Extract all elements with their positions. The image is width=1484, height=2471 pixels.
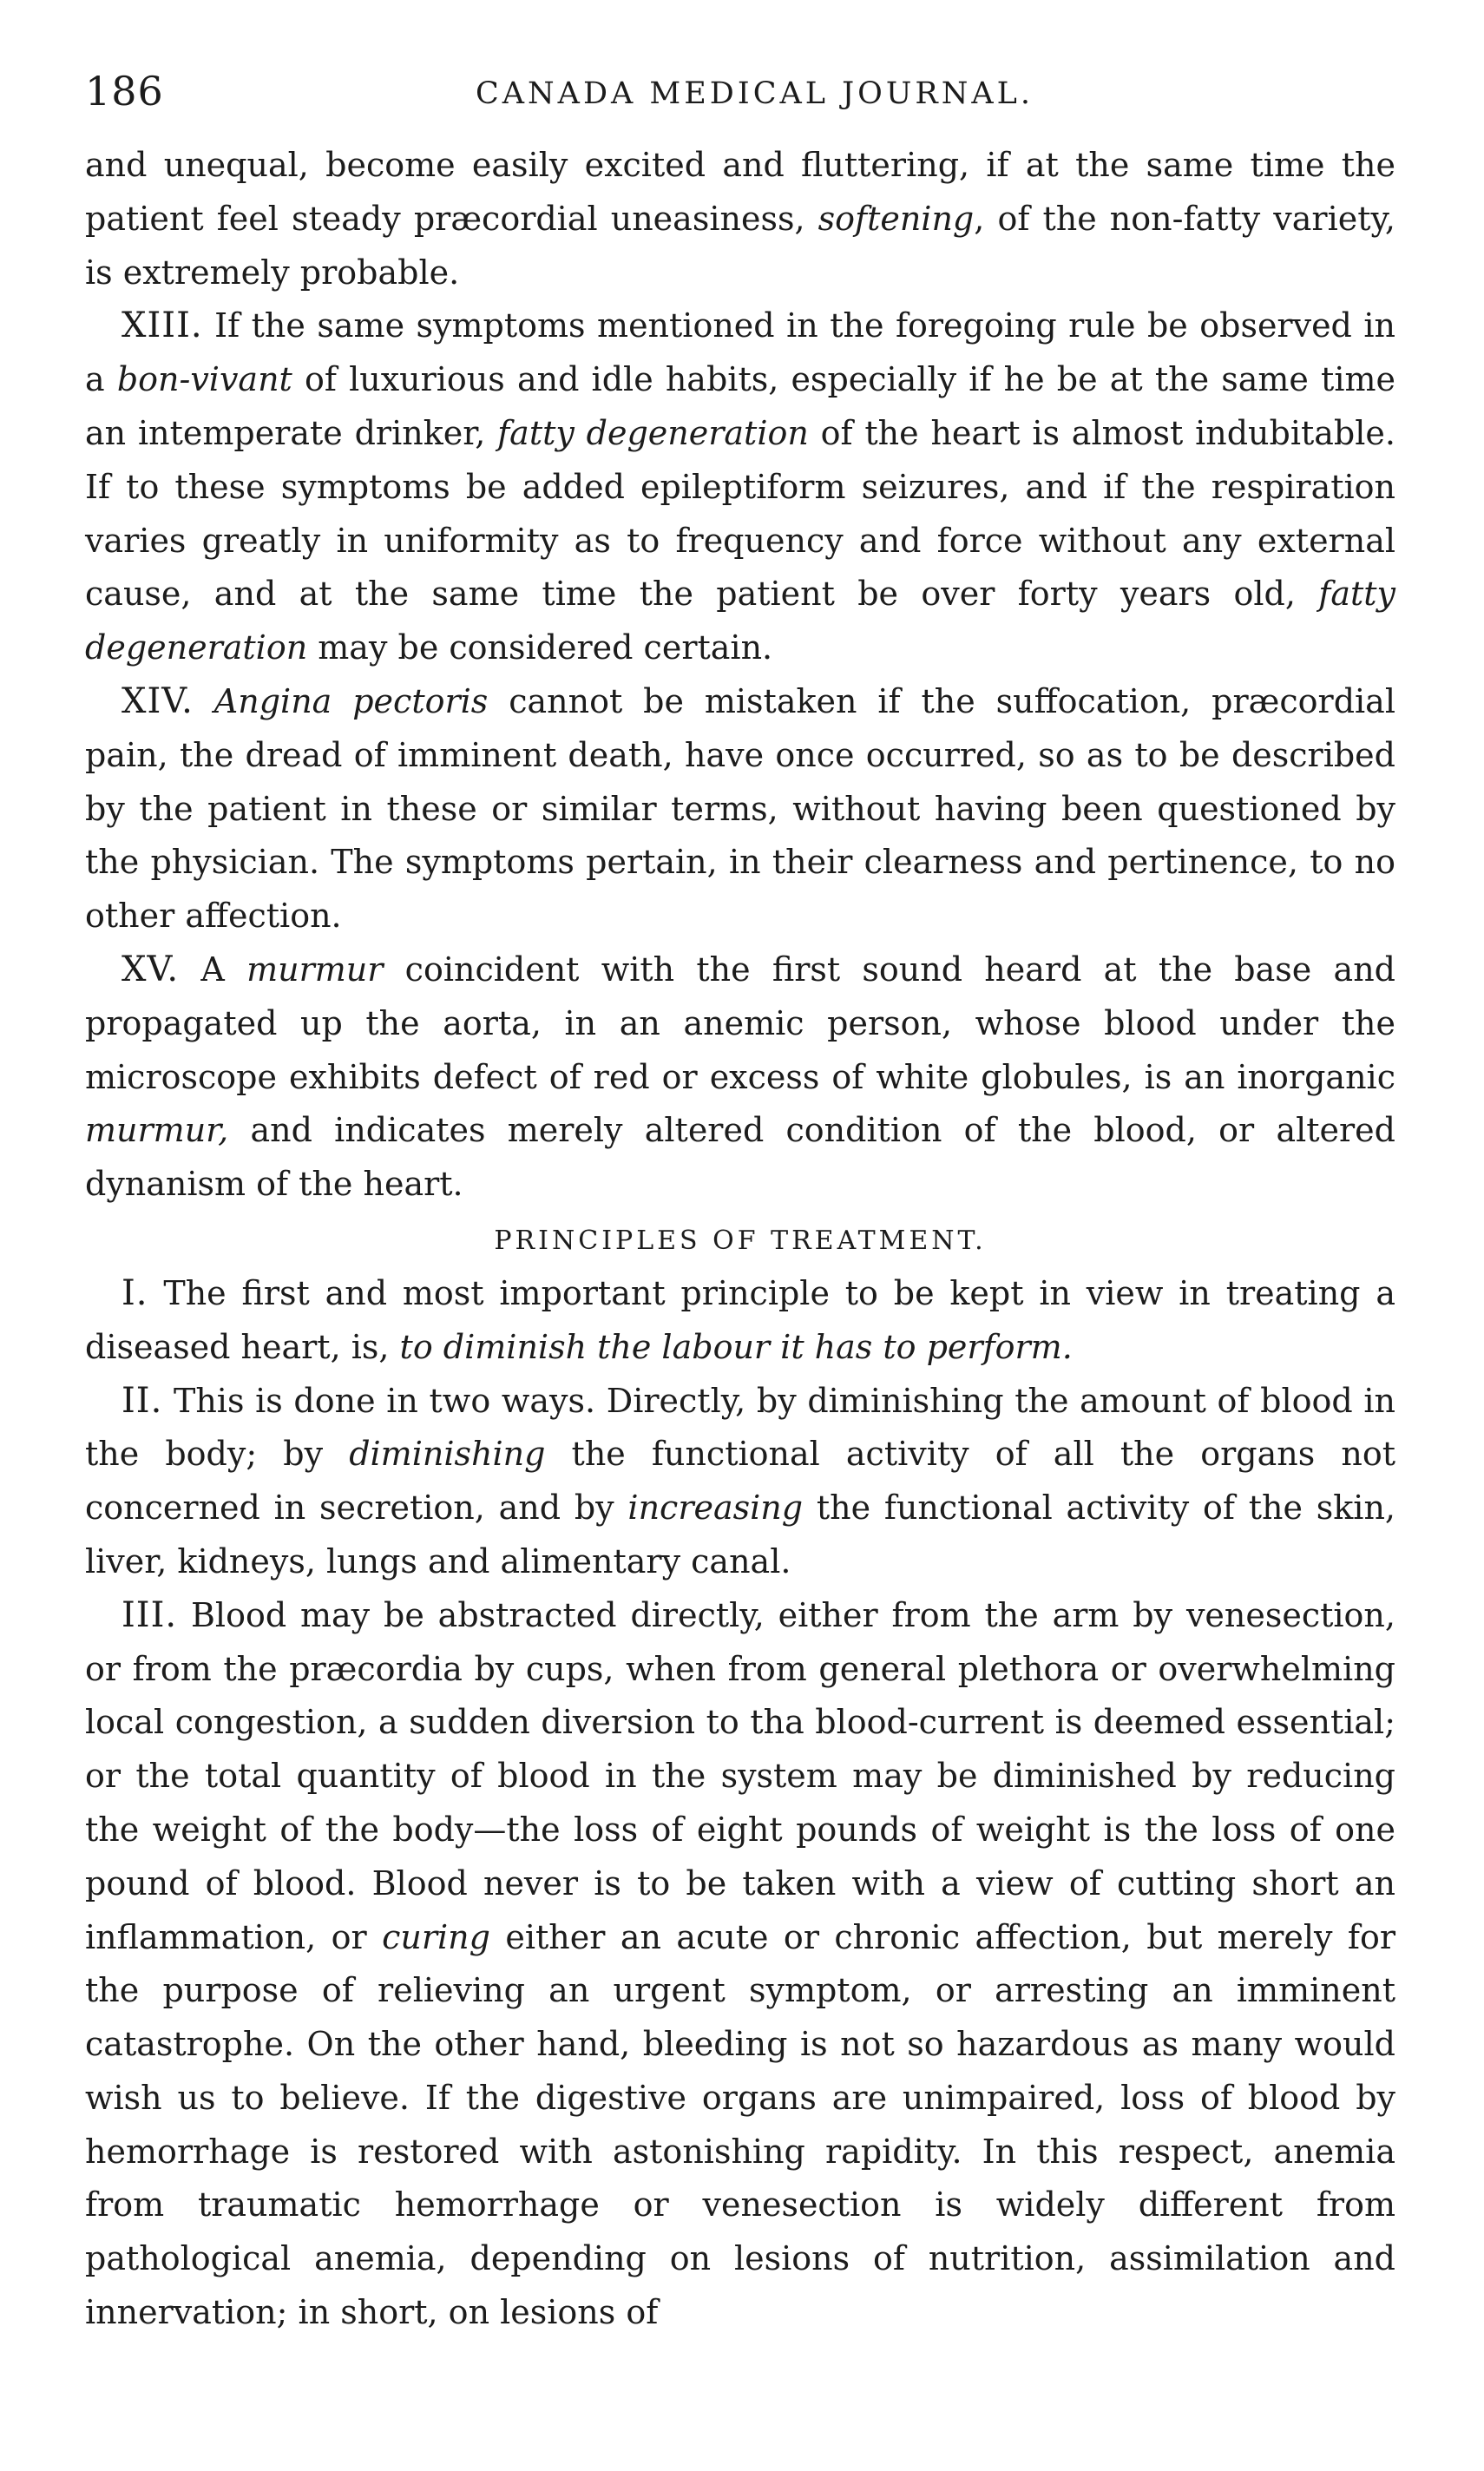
text-run: and indicates merely altered condition of the blood, or altered dynanism of the heart. xyxy=(85,1111,1395,1204)
page-header xyxy=(85,61,1395,139)
italic-text: softening xyxy=(818,199,975,238)
rule-numeral: I. xyxy=(121,1272,148,1313)
rule-numeral: XIV. xyxy=(121,680,194,721)
paragraph xyxy=(85,1589,1395,2340)
text-run: The first and most important principle to be kept in view in treating a diseased heart, is, xyxy=(85,1273,1395,1366)
paragraph xyxy=(85,1375,1395,1589)
paragraph xyxy=(85,299,1395,675)
symptom-rules xyxy=(85,139,1395,1212)
paragraph xyxy=(85,1267,1395,1375)
section-heading: PRINCIPLES OF TREATMENT. xyxy=(494,1225,987,1256)
italic-text: fatty degeneration xyxy=(85,575,1395,667)
italic-text: increasing xyxy=(627,1489,804,1528)
text-run: the functional activity of the skin, liver, kidneys, lungs and alimentary canal. xyxy=(85,1489,1396,1581)
italic-text: curing xyxy=(382,1917,490,1956)
text-run: If the same symptoms mentioned in the foregoing rule be observed in a xyxy=(85,306,1395,399)
text-run: either an acute or chronic affection, but merely for the purpose of relieving an urgent symptom, or arresting an imminent catastrophe. On the other hand, bleeding is not so hazardous as many would wish us to believe. If the digestive organs are unimpaired, loss of blood by hemorrhage is restored with astonishing rapidity. In this respect, anemia from traumatic hemorrhage or venesection is widely different from pathological anemia, depending on lesions of nutrition, assimilation and innervation; in short, on lesions of xyxy=(85,1917,1395,2332)
text-run: of the heart is almost indubitable. If to these symptoms be added epileptiform seizures, and if the respiration varies greatly in uniformity as to frequency and force without any external cause, and at the same time the patient be over forty years old, xyxy=(85,413,1395,614)
text-run: and unequal, become easily excited and fluttering, if at the same time the patient feel steady præcordial uneasiness, xyxy=(85,146,1395,238)
rule-numeral: II. xyxy=(121,1380,163,1421)
rule-numeral: XIII. xyxy=(121,306,203,346)
paragraph xyxy=(85,675,1395,943)
treatment-principles xyxy=(85,1267,1395,2340)
text-run: Blood may be abstracted directly, either from the arm by venesection, or from the præcordia by cups, when from general plethora or overwhelming local congestion, a sudden diversion to tha blood-current is deemed essential; or the total quantity of blood in the system may be diminished by reducing the weight of the body—the loss of eight pounds of weight is the loss of one pound of blood. Blood never is to be taken with a view of cutting short an inflammation, or xyxy=(85,1595,1395,1956)
italic-text: diminishing xyxy=(349,1435,546,1474)
text-run: , of the non-fatty variety, is extremely probable. xyxy=(85,199,1395,292)
page-number: 186 xyxy=(85,68,164,115)
text-run: may be considered certain. xyxy=(307,628,773,667)
paragraph xyxy=(85,139,1395,299)
text-run: cannot be mistaken if the suffocation, præcordial pain, the dread of imminent death, have once occurred, so as to be described by the patient in these or similar terms, without having been questioned by the physician. The symptoms pertain, in their clearness and pertinence, to no other affection. xyxy=(85,681,1395,936)
text-run: coincident with the first sound heard at the base and propagated up the aorta, in an anemic person, whose blood under the microscope exhibits defect of red or excess of white globules, is an inorganic xyxy=(85,950,1395,1096)
article-body xyxy=(85,139,1395,2340)
italic-text: to diminish the labour it has to perform. xyxy=(399,1327,1073,1366)
italic-text: fatty degeneration xyxy=(497,413,809,452)
paragraph xyxy=(85,943,1395,1212)
italic-text: murmur, xyxy=(85,1111,229,1150)
text-run: This is done in two ways. Directly, by diminishing the amount of blood in the body; by xyxy=(85,1381,1395,1474)
italic-text: Angina pectoris xyxy=(213,681,489,720)
running-head: CANADA MEDICAL JOURNAL. xyxy=(476,76,1034,111)
italic-text: murmur xyxy=(246,950,384,989)
text-run: the functional activity of all the organs not concerned in secretion, and by xyxy=(85,1435,1395,1528)
document-page xyxy=(85,61,1395,2340)
text-run: A xyxy=(200,950,247,989)
rule-numeral: XV. xyxy=(121,949,180,989)
italic-text: bon-vivant xyxy=(116,360,292,399)
text-run: of luxurious and idle habits, especially if he be at the same time an intemperate drinker, xyxy=(85,360,1395,452)
rule-numeral: III. xyxy=(121,1594,178,1635)
